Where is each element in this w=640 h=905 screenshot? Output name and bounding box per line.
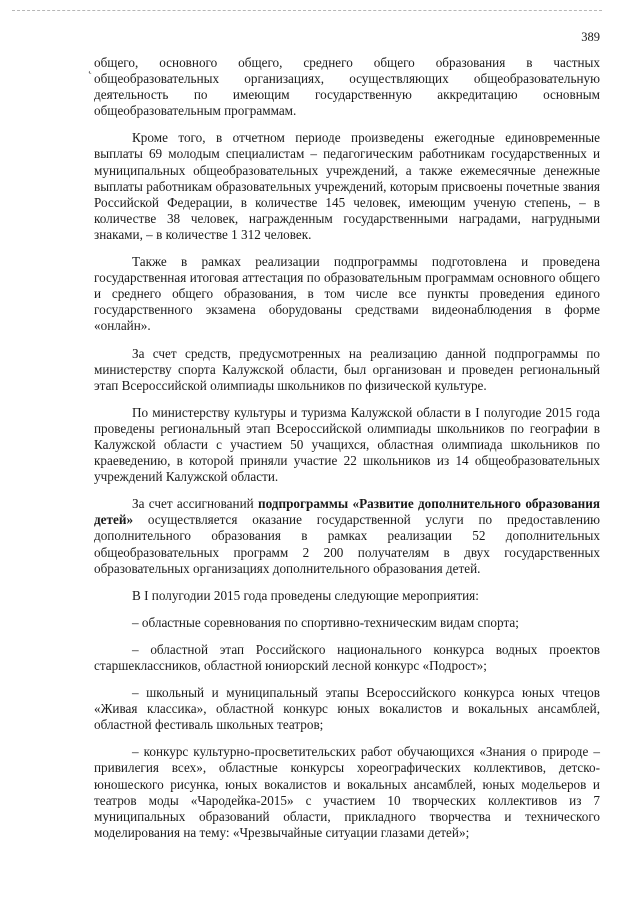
list-item-2: – областной этап Российского национального конкурса водных проектов старшеклассников, областной юниорский лесной конкурс «Подрост»; [94, 641, 600, 673]
subprogram-title: подпрограммы «Развитие дополнительного образования детей» [94, 496, 600, 528]
paragraph-6-pre: За счет ассигнований [132, 496, 258, 512]
scan-mark: ˛ [88, 59, 93, 74]
paragraph-3: Также в рамках реализации подпрограммы подготовлена и проведена государственная итоговая аттестация по образовательным программам основного общего и среднего общего образования, в том числе все пункты проведения единого государственного экзамена оборудованы средствами видеонаблюдения в форме «онлайн». [94, 254, 600, 334]
paragraph-7: В I полугодии 2015 года проведены следующие мероприятия: [132, 587, 479, 603]
list-item-4: – конкурс культурно-просветительских работ обучающихся «Знания о природе – привилегия всех», областные конкурсы хореографических коллективов, детско-юношеского рисунка, юных вокалистов и вокальных ансамблей, юных модельеров и театров моды «Чародейка-2015» с участием 10 творческих коллективов из 7 муниципальных образований области, прикладного творчества и технического моделирования на тему: «Чрезвычайные ситуации глазами детей»; [94, 744, 600, 840]
paragraph-4: За счет средств, предусмотренных на реализацию данной подпрограммы по министерству спорта Калужской области, был организован и проведен региональный этап Всероссийской олимпиады школьников по физической культуре. [94, 345, 600, 393]
paragraph-1: общего, основного общего, среднего общего образования в частных общеобразовательных организациях, осуществляющих общеобразовательную деятельность по имеющим государственную аккредитацию основным общеобразовательным программам. [94, 55, 600, 119]
list-item-3: – школьный и муниципальный этапы Всероссийского конкурса юных чтецов «Живая классика», областной конкурс юных вокалистов и вокальных ансамблей, областной фестиваль школьных театров; [94, 685, 600, 733]
paragraph-6-post: осуществляется оказание государственной услуги по предоставлению дополнительного образования в рамках реализации 52 дополнительных общеобразовательных программ 2 200 получателям в двух государственных образовательных организациях дополнительного образования детей. [94, 512, 600, 576]
paragraph-2: Кроме того, в отчетном периоде произведены ежегодные единовременные выплаты 69 молодым специалистам – педагогическим работникам государственных и муниципальных общеобразовательных учреждений, а также ежемесячные денежные выплаты работникам образовательных учреждений, которым присвоены почетные звания Российской Федерации, в количестве 145 человек, имеющим ученую степень, – в количестве 38 человек, награжденным государственными наградами, нагрудными знаками, – в количестве 1 312 человек. [94, 130, 600, 242]
paragraph-5: По министерству культуры и туризма Калужской области в I полугодие 2015 года проведены региональный этап Всероссийской олимпиады школьников по географии в Калужской области с участием 50 учащихся, областная олимпиада школьников по краеведению, в которой приняли участие 22 школьников из 14 общеобразовательных учреждений Калужской области. [94, 404, 600, 485]
scan-top-rule [12, 10, 602, 11]
page-number: 389 [581, 30, 600, 44]
list-item-1: – областные соревнования по спортивно-техническим видам спорта; [132, 614, 519, 630]
document-body [94, 55, 600, 852]
paragraph-6 [94, 496, 600, 576]
